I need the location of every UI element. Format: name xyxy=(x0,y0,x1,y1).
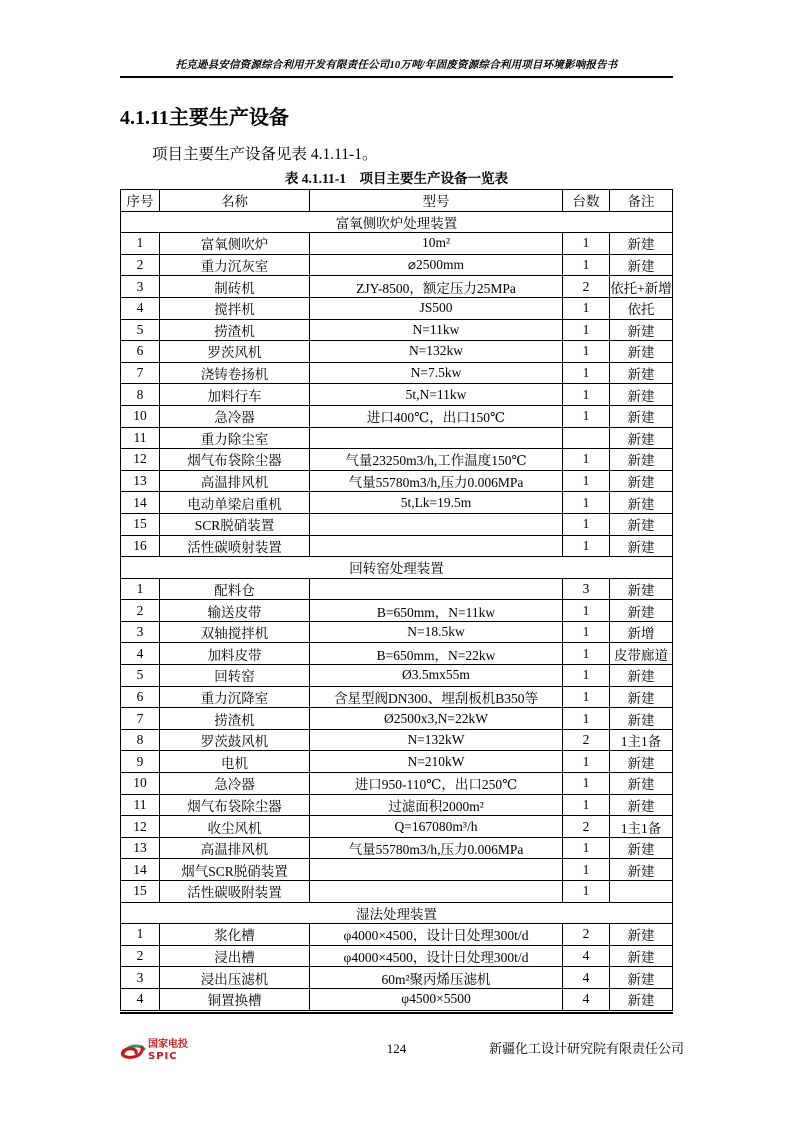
cell-remark: 新建 xyxy=(610,384,673,405)
cell-seq: 1 xyxy=(121,924,160,945)
cell-quantity: 1 xyxy=(563,536,610,557)
cell-name: 浆化槽 xyxy=(160,924,310,945)
group-title: 富氧侧吹炉处理装置 xyxy=(121,212,673,233)
cell-seq: 14 xyxy=(121,492,160,513)
table-row xyxy=(121,924,673,946)
table-row xyxy=(121,643,673,665)
cell-model: Q=167080m³/h xyxy=(310,816,563,837)
cell-quantity: 1 xyxy=(563,622,610,643)
table-row xyxy=(121,708,673,730)
table-row xyxy=(121,514,673,536)
cell-name: 浇铸卷扬机 xyxy=(160,363,310,384)
cell-seq: 2 xyxy=(121,255,160,276)
cell-remark: 新建 xyxy=(610,665,673,686)
cell-name: 浸出压滤机 xyxy=(160,967,310,988)
cell-remark: 新建 xyxy=(610,989,673,1010)
cell-seq: 14 xyxy=(121,859,160,880)
cell-remark: 新建 xyxy=(610,708,673,729)
cell-model xyxy=(310,579,563,600)
cell-seq: 3 xyxy=(121,622,160,643)
column-header-name: 名称 xyxy=(160,190,310,211)
table-row xyxy=(121,622,673,644)
table-row xyxy=(121,838,673,860)
cell-seq: 4 xyxy=(121,643,160,664)
table-row xyxy=(121,816,673,838)
cell-model: 10m² xyxy=(310,233,563,254)
cell-name: 高温排风机 xyxy=(160,838,310,859)
cell-model xyxy=(310,881,563,902)
cell-quantity: 4 xyxy=(563,967,610,988)
cell-quantity: 1 xyxy=(563,298,610,319)
cell-name: 回转窑 xyxy=(160,665,310,686)
cell-seq: 15 xyxy=(121,514,160,535)
cell-seq: 10 xyxy=(121,773,160,794)
cell-model: 进口400℃，出口150℃ xyxy=(310,406,563,427)
cell-seq: 11 xyxy=(121,428,160,449)
group-row xyxy=(121,557,673,579)
cell-name: 双轴搅拌机 xyxy=(160,622,310,643)
cell-remark: 新建 xyxy=(610,471,673,492)
cell-seq: 8 xyxy=(121,384,160,405)
cell-quantity: 1 xyxy=(563,859,610,880)
cell-model: 过滤面积2000m² xyxy=(310,795,563,816)
cell-model: Ø3.5mx55m xyxy=(310,665,563,686)
cell-quantity: 1 xyxy=(563,406,610,427)
cell-model xyxy=(310,859,563,880)
cell-model: N=132kW xyxy=(310,730,563,751)
cell-model: B=650mm，N=22kw xyxy=(310,643,563,664)
cell-name: 配料仓 xyxy=(160,579,310,600)
cell-name: 罗茨风机 xyxy=(160,341,310,362)
cell-quantity: 1 xyxy=(563,341,610,362)
table-row xyxy=(121,967,673,989)
cell-name: 重力沉灰室 xyxy=(160,255,310,276)
cell-model: 5t,N=11kw xyxy=(310,384,563,405)
cell-quantity: 1 xyxy=(563,471,610,492)
cell-quantity: 1 xyxy=(563,838,610,859)
cell-name: 搅拌机 xyxy=(160,298,310,319)
cell-remark: 新建 xyxy=(610,514,673,535)
table-row xyxy=(121,946,673,968)
cell-quantity: 1 xyxy=(563,881,610,902)
cell-quantity: 2 xyxy=(563,924,610,945)
cell-name: 急冷器 xyxy=(160,406,310,427)
cell-remark: 新建 xyxy=(610,859,673,880)
cell-name: 活性碳吸附装置 xyxy=(160,881,310,902)
cell-name: 浸出槽 xyxy=(160,946,310,967)
cell-model: N=18.5kw xyxy=(310,622,563,643)
table-row xyxy=(121,298,673,320)
report-running-header: 托克逊县安信资源综合利用开发有限责任公司10万吨/年固废资源综合利用项目环境影响报告书 xyxy=(175,60,618,71)
cell-model: 5t,Lk=19.5m xyxy=(310,492,563,513)
cell-seq: 1 xyxy=(121,233,160,254)
cell-remark: 新建 xyxy=(610,536,673,557)
cell-remark: 新建 xyxy=(610,363,673,384)
table-row xyxy=(121,384,673,406)
table-row xyxy=(121,989,673,1011)
cell-seq: 8 xyxy=(121,730,160,751)
cell-seq: 4 xyxy=(121,989,160,1010)
cell-quantity xyxy=(563,428,610,449)
cell-name: 制砖机 xyxy=(160,276,310,297)
cell-name: 捞渣机 xyxy=(160,320,310,341)
cell-model: 进口950-110℃，出口250℃ xyxy=(310,773,563,794)
cell-model: JS500 xyxy=(310,298,563,319)
company-name: 新疆化工设计研究院有限责任公司 xyxy=(489,1041,685,1056)
cell-seq: 12 xyxy=(121,816,160,837)
table-row xyxy=(121,751,673,773)
equipment-table xyxy=(120,189,673,1011)
table-row xyxy=(121,579,673,601)
cell-remark: 新建 xyxy=(610,967,673,988)
cell-seq: 6 xyxy=(121,687,160,708)
cell-quantity: 1 xyxy=(563,687,610,708)
cell-name: 急冷器 xyxy=(160,773,310,794)
cell-quantity: 2 xyxy=(563,730,610,751)
cell-model xyxy=(310,536,563,557)
cell-seq: 9 xyxy=(121,751,160,772)
table-row xyxy=(121,492,673,514)
cell-quantity: 3 xyxy=(563,579,610,600)
group-row xyxy=(121,903,673,925)
cell-name: 重力沉降室 xyxy=(160,687,310,708)
cell-model: φ4000×4500，设计日处理300t/d xyxy=(310,924,563,945)
cell-seq: 13 xyxy=(121,838,160,859)
cell-name: 富氧侧吹炉 xyxy=(160,233,310,254)
cell-quantity: 1 xyxy=(563,363,610,384)
cell-seq: 13 xyxy=(121,471,160,492)
cell-model: B=650mm，N=11kw xyxy=(310,600,563,621)
cell-model: 60m²聚丙烯压滤机 xyxy=(310,967,563,988)
column-header-remark: 备注 xyxy=(610,190,673,211)
cell-quantity: 1 xyxy=(563,665,610,686)
cell-remark: 皮带廊道 xyxy=(610,643,673,664)
cell-name: 铜置换槽 xyxy=(160,989,310,1010)
cell-quantity: 2 xyxy=(563,276,610,297)
cell-remark: 新建 xyxy=(610,838,673,859)
table-caption: 表 4.1.11-1 项目主要生产设备一览表 xyxy=(284,171,509,186)
cell-remark: 新建 xyxy=(610,600,673,621)
section-heading: 4.1.11主要生产设备 xyxy=(120,107,289,129)
cell-model xyxy=(310,514,563,535)
table-row xyxy=(121,600,673,622)
cell-quantity: 1 xyxy=(563,492,610,513)
table-row xyxy=(121,471,673,493)
cell-seq: 4 xyxy=(121,298,160,319)
group-row xyxy=(121,212,673,234)
page-number: 124 xyxy=(386,1041,407,1056)
cell-quantity: 1 xyxy=(563,449,610,470)
cell-quantity: 2 xyxy=(563,816,610,837)
cell-quantity: 1 xyxy=(563,751,610,772)
cell-quantity: 1 xyxy=(563,255,610,276)
column-header-seq: 序号 xyxy=(121,190,160,211)
cell-seq: 3 xyxy=(121,276,160,297)
cell-seq: 10 xyxy=(121,406,160,427)
cell-model: N=132kw xyxy=(310,341,563,362)
cell-remark: 新建 xyxy=(610,233,673,254)
table-row xyxy=(121,665,673,687)
column-header-model: 型号 xyxy=(310,190,563,211)
cell-remark: 新建 xyxy=(610,687,673,708)
table-row xyxy=(121,276,673,298)
table-row xyxy=(121,795,673,817)
cell-name: 烟气SCR脱硝装置 xyxy=(160,859,310,880)
cell-quantity: 1 xyxy=(563,233,610,254)
cell-model: φ4500×5500 xyxy=(310,989,563,1010)
table-row xyxy=(121,255,673,277)
table-row xyxy=(121,730,673,752)
cell-remark: 新建 xyxy=(610,406,673,427)
cell-name: 收尘风机 xyxy=(160,816,310,837)
cell-name: 活性碳喷射装置 xyxy=(160,536,310,557)
cell-remark: 新建 xyxy=(610,255,673,276)
cell-seq: 11 xyxy=(121,795,160,816)
cell-remark: 新增 xyxy=(610,622,673,643)
cell-remark: 新建 xyxy=(610,320,673,341)
cell-remark: 新建 xyxy=(610,492,673,513)
logo-text-en: SPIC xyxy=(148,1051,178,1062)
cell-name: 罗茨鼓风机 xyxy=(160,730,310,751)
table-row xyxy=(121,320,673,342)
cell-name: 高温排风机 xyxy=(160,471,310,492)
cell-quantity: 1 xyxy=(563,600,610,621)
cell-name: 电机 xyxy=(160,751,310,772)
cell-seq: 5 xyxy=(121,320,160,341)
cell-remark xyxy=(610,881,673,902)
cell-name: SCR脱硝装置 xyxy=(160,514,310,535)
column-header-quantity: 台数 xyxy=(563,190,610,211)
cell-quantity: 1 xyxy=(563,320,610,341)
cell-remark: 1主1备 xyxy=(610,816,673,837)
cell-quantity: 1 xyxy=(563,708,610,729)
cell-name: 加料皮带 xyxy=(160,643,310,664)
cell-name: 烟气布袋除尘器 xyxy=(160,449,310,470)
cell-model: N=210kW xyxy=(310,751,563,772)
cell-seq: 2 xyxy=(121,946,160,967)
cell-seq: 5 xyxy=(121,665,160,686)
group-title: 回转窑处理装置 xyxy=(121,557,673,578)
cell-quantity: 1 xyxy=(563,773,610,794)
cell-remark: 新建 xyxy=(610,924,673,945)
table-row xyxy=(121,428,673,450)
cell-remark: 新建 xyxy=(610,579,673,600)
cell-quantity: 4 xyxy=(563,946,610,967)
table-row xyxy=(121,341,673,363)
footer-divider xyxy=(120,1012,673,1014)
cell-remark: 新建 xyxy=(610,946,673,967)
cell-name: 重力除尘室 xyxy=(160,428,310,449)
cell-seq: 12 xyxy=(121,449,160,470)
intro-paragraph: 项目主要生产设备见表 4.1.11-1。 xyxy=(152,146,378,163)
table-row xyxy=(121,687,673,709)
cell-model xyxy=(310,428,563,449)
cell-remark: 依托 xyxy=(610,298,673,319)
cell-remark: 新建 xyxy=(610,773,673,794)
table-row xyxy=(121,449,673,471)
cell-name: 电动单梁启重机 xyxy=(160,492,310,513)
cell-model: φ4000×4500，设计日处理300t/d xyxy=(310,946,563,967)
table-row xyxy=(121,406,673,428)
cell-seq: 3 xyxy=(121,967,160,988)
cell-quantity: 1 xyxy=(563,384,610,405)
table-row xyxy=(121,363,673,385)
cell-quantity: 4 xyxy=(563,989,610,1010)
table-row xyxy=(121,536,673,558)
cell-model: Ø2500x3,N=22kW xyxy=(310,708,563,729)
table-row xyxy=(121,859,673,881)
cell-model: 气量55780m3/h,压力0.006MPa xyxy=(310,838,563,859)
table-row xyxy=(121,233,673,255)
cell-remark: 新建 xyxy=(610,428,673,449)
cell-seq: 6 xyxy=(121,341,160,362)
cell-seq: 1 xyxy=(121,579,160,600)
cell-remark: 新建 xyxy=(610,751,673,772)
cell-name: 捞渣机 xyxy=(160,708,310,729)
cell-seq: 2 xyxy=(121,600,160,621)
group-title: 湿法处理装置 xyxy=(121,903,673,924)
cell-remark: 新建 xyxy=(610,795,673,816)
table-header-row xyxy=(121,190,673,212)
cell-model: 气量23250m3/h,工作温度150℃ xyxy=(310,449,563,470)
cell-model: N=7.5kw xyxy=(310,363,563,384)
cell-seq: 15 xyxy=(121,881,160,902)
cell-seq: 7 xyxy=(121,363,160,384)
cell-remark: 依托+新增 xyxy=(610,276,673,297)
table-row xyxy=(121,773,673,795)
cell-model: N=11kw xyxy=(310,320,563,341)
logo-text-cn: 国家电投 xyxy=(148,1039,188,1050)
cell-remark: 1主1备 xyxy=(610,730,673,751)
cell-remark: 新建 xyxy=(610,341,673,362)
cell-model: 气量55780m3/h,压力0.006MPa xyxy=(310,471,563,492)
cell-seq: 16 xyxy=(121,536,160,557)
cell-seq: 7 xyxy=(121,708,160,729)
cell-quantity: 1 xyxy=(563,514,610,535)
table-row xyxy=(121,881,673,903)
header-divider xyxy=(120,76,673,78)
cell-remark: 新建 xyxy=(610,449,673,470)
cell-quantity: 1 xyxy=(563,795,610,816)
cell-model: ⌀2500mm xyxy=(310,255,563,276)
cell-name: 输送皮带 xyxy=(160,600,310,621)
cell-model: ZJY-8500，额定压力25MPa xyxy=(310,276,563,297)
cell-model: 含星型阀DN300、埋刮板机B350等 xyxy=(310,687,563,708)
cell-name: 烟气布袋除尘器 xyxy=(160,795,310,816)
cell-name: 加料行车 xyxy=(160,384,310,405)
cell-quantity: 1 xyxy=(563,643,610,664)
